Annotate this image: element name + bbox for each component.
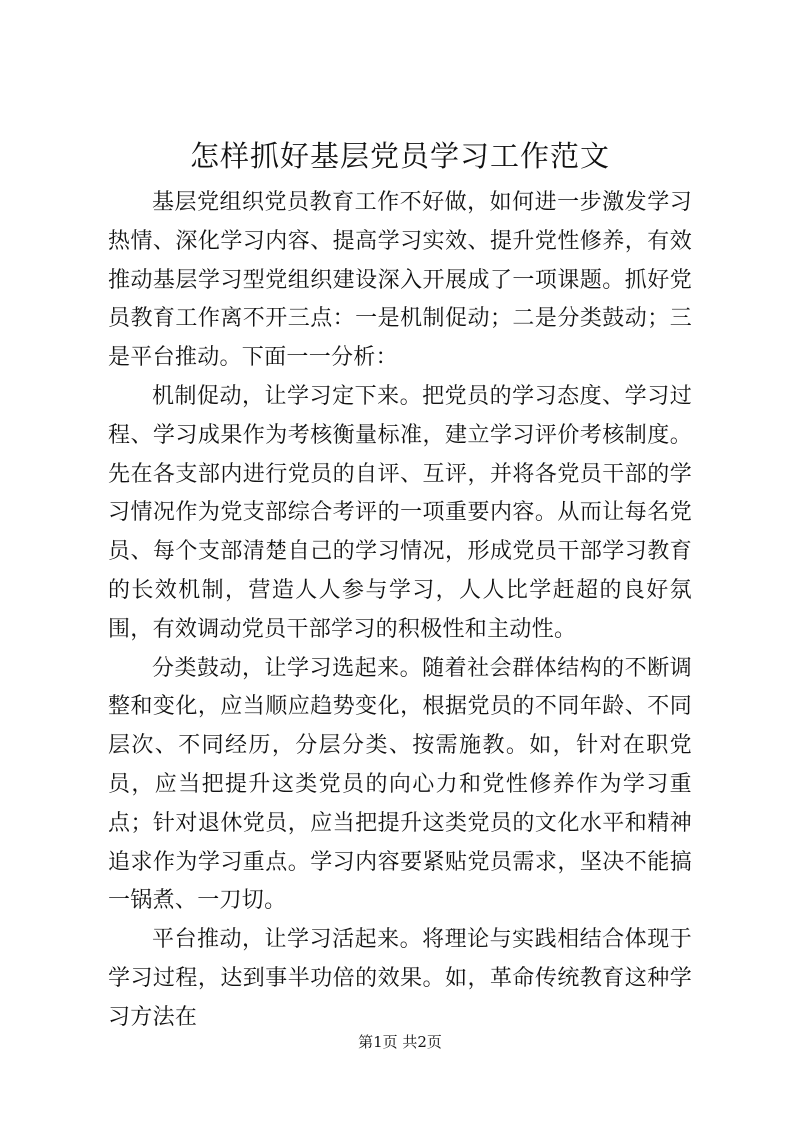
document-body xyxy=(108,184,692,1038)
paragraph-platform: 平台推动，让学习活起来。将理论与实践相结合体现于学习过程，达到事半功倍的效果。如，革命传统教育这种学习方法在 xyxy=(108,927,692,1030)
paragraph-mechanism: 机制促动，让学习定下来。把党员的学习态度、学习过程、学习成果作为考核衡量标准，建立学习评价考核制度。先在各支部内进行党员的自评、互评，并将各党员干部的学习情况作为党支部综合考评的一项重要内容。从而让每名党员、每个支部清楚自己的学习情况，形成党员干部学习教育的长效机制，营造人人参与学习，人人比学赶超的良好氛围，有效调动党员干部学习的积极性和主动性。 xyxy=(108,383,692,642)
page-footer: 第1页 共2页 xyxy=(358,1033,442,1051)
document-title: 怎样抓好基层党员学习工作范文 xyxy=(189,139,610,173)
paragraph-classification: 分类鼓动，让学习选起来。随着社会群体结构的不断调整和变化，应当顺应趋势变化，根据党员的不同年龄、不同层次、不同经历，分层分类、按需施教。如，针对在职党员，应当把提升这类党员的向心力和党性修养作为学习重点；针对退休党员，应当把提升这类党员的文化水平和精神追求作为学习重点。学习内容要紧贴党员需求，坚决不能搞一锅煮、一刀切。 xyxy=(108,655,692,914)
paragraph-intro: 基层党组织党员教育工作不好做，如何进一步激发学习热情、深化学习内容、提高学习实效、提升党性修养，有效推动基层学习型党组织建设深入开展成了一项课题。抓好党员教育工作离不开三点：一是机制促动；二是分类鼓动；三是平台推动。下面一一分析： xyxy=(108,190,692,371)
